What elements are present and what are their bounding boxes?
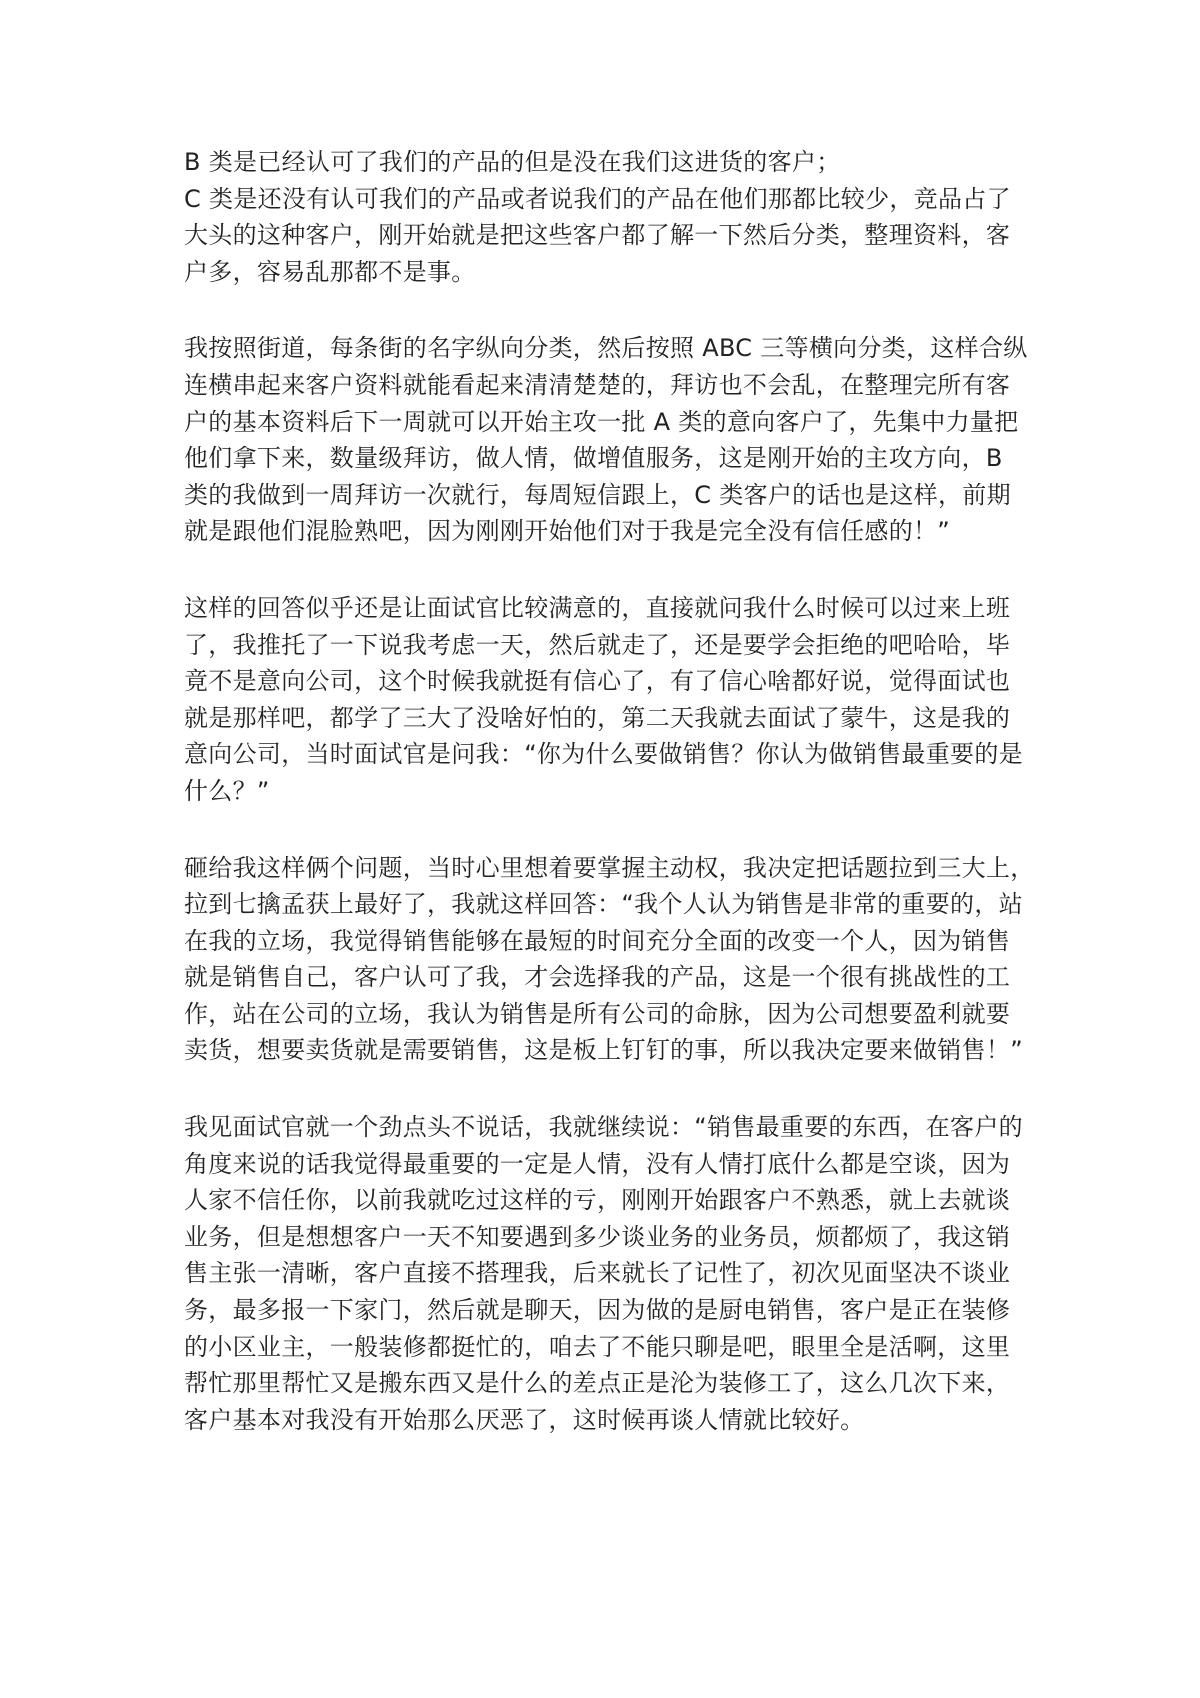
text-line: 这样的回答似乎还是让面试官比较满意的，直接就问我什么时候可以过来上班 [184, 593, 1011, 622]
text-line: 卖货，想要卖货就是需要销售，这是板上钉钉的事，所以我决定要来做销售！” [184, 1036, 1023, 1065]
text-line: 砸给我这样俩个问题，当时心里想着要掌握主动权，我决定把话题拉到三大上， [184, 853, 1035, 882]
text-line: 竟不是意向公司，这个时候我就挺有信心了，有了信心啥都好说，觉得面试也 [184, 667, 1011, 696]
paragraph-3 [184, 590, 1024, 810]
document-page [184, 144, 1035, 1478]
text-line: C 类是还没有认可我们的产品或者说我们的产品在他们那都比较少，竞品占了 [184, 184, 1011, 213]
text-line: 拉到七擒孟获上最好了，我就这样回答：“我个人认为销售是非常的重要的，站 [184, 890, 1023, 919]
text-line: 意向公司，当时面试官是问我：“你为什么要做销售？你认为做销售最重要的是 [184, 740, 1023, 769]
text-line: B 类是已经认可了我们的产品的但是没在我们这进货的客户； [184, 148, 841, 176]
paragraph-1 [184, 144, 1024, 290]
text-line: 连横串起来客户资料就能看起来清清楚楚的，拜访也不会乱，在整理完所有客 [184, 370, 1011, 399]
text-line: 角度来说的话我觉得最重要的一定是人情，没有人情打底什么都是空谈，因为 [184, 1149, 1011, 1178]
text-line: 在我的立场，我觉得销售能够在最短的时间充分全面的改变一个人，因为销售 [184, 926, 1011, 955]
text-line: 就是跟他们混脸熟吧，因为刚刚开始他们对于我是完全没有信任感的！” [184, 517, 951, 546]
text-line: 的小区业主，一般装修都挺忙的，咱去了不能只聊是吧，眼里全是活啊，这里 [184, 1332, 1011, 1361]
text-line: 务，最多报一下家门，然后就是聊天，因为做的是厨电销售，客户是正在装修 [184, 1296, 1011, 1325]
text-line: 帮忙那里帮忙又是搬东西又是什么的差点正是沦为装修工了，这么几次下来， [184, 1369, 1011, 1398]
text-line: 了，我推托了一下说我考虑一天，然后就走了，还是要学会拒绝的吧哈哈，毕 [184, 630, 1011, 659]
text-line: 就是那样吧，都学了三大了没啥好怕的，第二天我就去面试了蒙牛，这是我的 [184, 703, 1011, 732]
text-line: 大头的这种客户，刚开始就是把这些客户都了解一下然后分类，整理资料，客 [184, 221, 1011, 250]
paragraph-5 [184, 1109, 1024, 1438]
text-line: 我按照街道，每条街的名字纵向分类，然后按照 ABC 三等横向分类，这样合纵 [184, 334, 1028, 363]
text-line: 我见面试官就一个劲点头不说话，我就继续说：“销售最重要的东西，在客户的 [184, 1113, 1023, 1142]
text-line: 就是销售自己，客户认可了我，才会选择我的产品，这是一个很有挑战性的工 [184, 963, 1011, 992]
text-line: 户多，容易乱那都不是事。 [184, 257, 476, 286]
text-line: 售主张一清晰，客户直接不搭理我，后来就长了记性了，初次见面坚决不谈业 [184, 1259, 1011, 1288]
paragraph-4 [184, 850, 1035, 1070]
text-line: 业务，但是想想客户一天不知要遇到多少谈业务的业务员，烦都烦了，我这销 [184, 1222, 1011, 1251]
text-line: 类的我做到一周拜访一次就行，每周短信跟上，C 类客户的话也是这样，前期 [184, 480, 1011, 509]
text-line: 作，站在公司的立场，我认为销售是所有公司的命脉，因为公司想要盈利就要 [184, 999, 1011, 1028]
text-line: 人家不信任你，以前我就吃过这样的亏，刚刚开始跟客户不熟悉，就上去就谈 [184, 1186, 1011, 1215]
text-line: 什么？” [184, 776, 270, 805]
text-line: 他们拿下来，数量级拜访，做人情，做增值服务，这是刚开始的主攻方向，B [184, 444, 1003, 473]
text-line: 户的基本资料后下一周就可以开始主攻一批 A 类的意向客户了，先集中力量把 [184, 407, 1019, 436]
text-line: 客户基本对我没有开始那么厌恶了，这时候再谈人情就比较好。 [184, 1405, 865, 1434]
paragraph-2 [184, 330, 1028, 550]
